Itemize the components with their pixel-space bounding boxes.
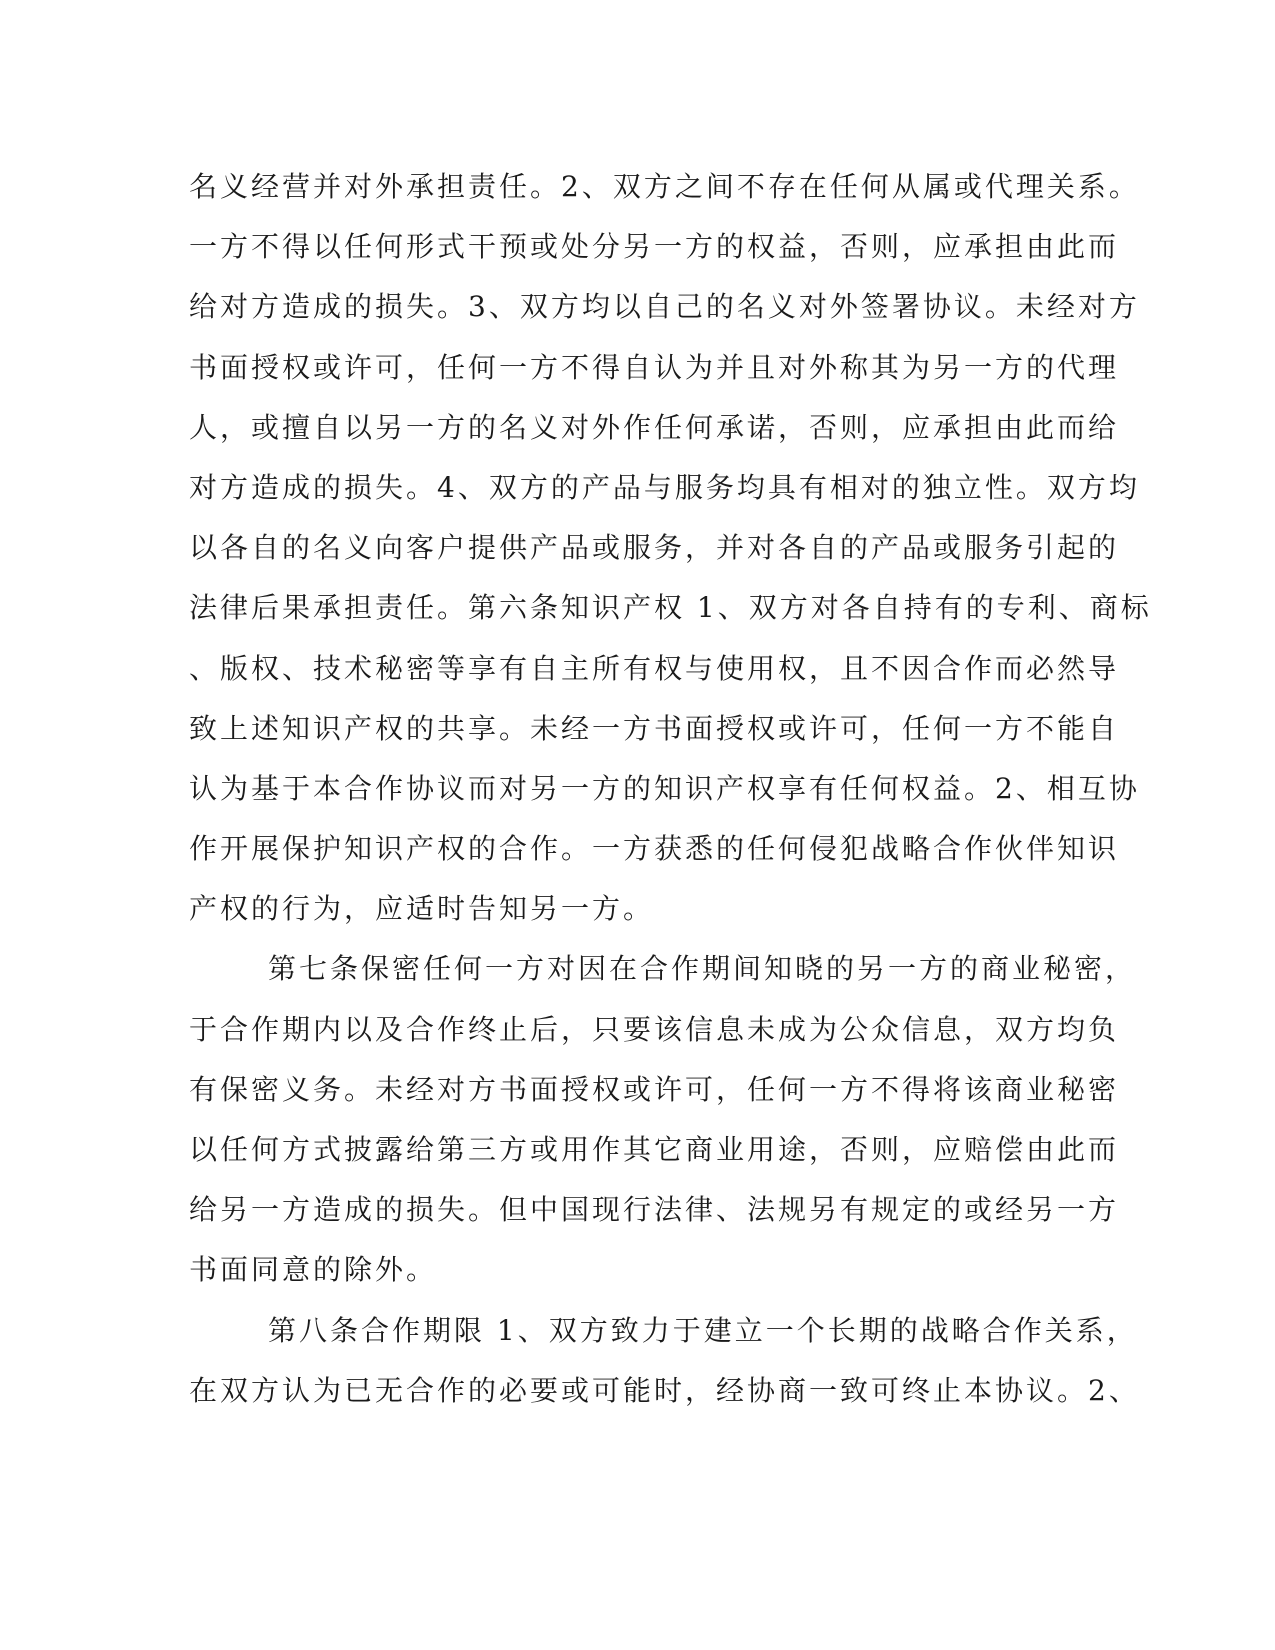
text-line: 以任何方式披露给第三方或用作其它商业用途，否则，应赔偿由此而 bbox=[189, 1133, 1120, 1166]
text-line: 以各自的名义向客户提供产品或服务，并对各自的产品或服务引起的 bbox=[189, 531, 1120, 565]
paragraph-1 bbox=[189, 157, 1152, 939]
text-line: 致上述知识产权的共享。未经一方书面授权或许可，任何一方不能自 bbox=[189, 711, 1120, 745]
paragraph-3 bbox=[189, 1301, 1140, 1421]
document-body bbox=[189, 157, 1152, 1421]
text-line: 有保密义务。未经对方书面授权或许可，任何一方不得将该商业秘密 bbox=[189, 1072, 1120, 1106]
text-line: 、版权、技术秘密等享有自主所有权与使用权，且不因合作而必然导 bbox=[189, 651, 1120, 685]
text-line: 于合作期内以及合作终止后，只要该信息未成为公众信息，双方均负 bbox=[189, 1012, 1120, 1046]
text-line: 书面授权或许可，任何一方不得自认为并且对外称其为另一方的代理 bbox=[189, 350, 1120, 384]
text-line: 名义经营并对外承担责任。2、双方之间不存在任何从属或代理关系。 bbox=[189, 170, 1140, 203]
text-line: 法律后果承担责任。第六条知识产权 1、双方对各自持有的专利、商标 bbox=[189, 591, 1152, 625]
text-line: 对方造成的损失。4、双方的产品与服务均具有相对的独立性。双方均 bbox=[189, 470, 1140, 504]
text-line: 第八条合作期限 1、双方致力于建立一个长期的战略合作关系， bbox=[268, 1313, 1138, 1347]
text-line: 书面同意的除外。 bbox=[189, 1253, 438, 1287]
text-line: 一方不得以任何形式干预或处分另一方的权益，否则，应承担由此而 bbox=[189, 230, 1120, 264]
text-line: 给对方造成的损失。3、双方均以自己的名义对外签署协议。未经对方 bbox=[189, 290, 1140, 324]
text-line: 人，或擅自以另一方的名义对外作任何承诺，否则，应承担由此而给 bbox=[189, 410, 1120, 444]
text-line: 在双方认为已无合作的必要或可能时，经协商一致可终止本协议。2、 bbox=[189, 1373, 1140, 1407]
text-line: 作开展保护知识产权的合作。一方获悉的任何侵犯战略合作伙伴知识 bbox=[189, 832, 1120, 866]
text-line: 第七条保密任何一方对因在合作期间知晓的另一方的商业秘密， bbox=[268, 952, 1137, 986]
paragraph-2 bbox=[189, 939, 1137, 1300]
text-line: 产权的行为，应适时告知另一方。 bbox=[189, 892, 655, 926]
text-line: 给另一方造成的损失。但中国现行法律、法规另有规定的或经另一方 bbox=[189, 1193, 1120, 1227]
text-line: 认为基于本合作协议而对另一方的知识产权享有任何权益。2、相互协 bbox=[189, 771, 1140, 805]
